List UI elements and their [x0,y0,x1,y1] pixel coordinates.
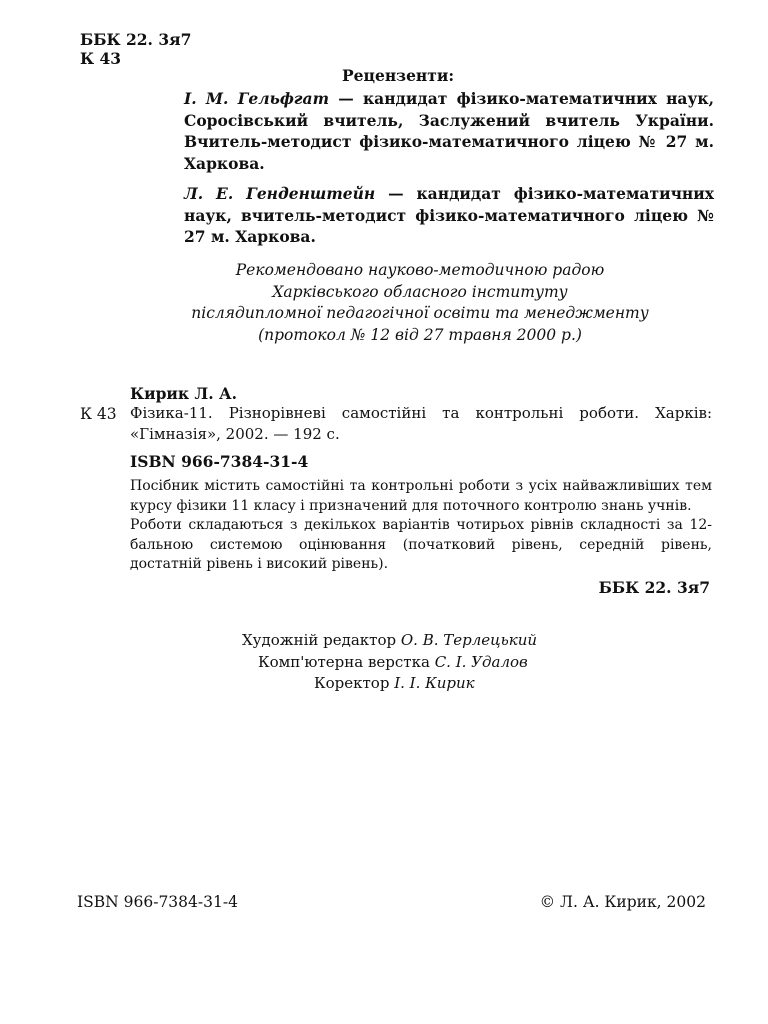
recommendation-line-4: (протокол № 12 від 27 травня 2000 р.) [258,325,582,344]
credit-proofreader [314,673,475,695]
bibliography-isbn: ISBN 966-7384-31-4 [130,452,309,471]
bibliography-code: К 43 [80,405,117,423]
bbk-classification: ББК 22. 3я7 [80,30,192,49]
credit-art-editor [242,630,537,652]
reviewer-2 [184,183,714,248]
reviewer-1 [184,88,714,174]
credit-name: О. В. Терлецький [400,631,538,649]
bibliography-author: Кирик Л. А. [130,384,238,403]
footer-isbn: ISBN 966-7384-31-4 [77,893,238,911]
recommendation-block [130,260,710,346]
credit-role: Коректор [314,674,395,692]
reviewer-2-name: Л. Е. Генденштейн [184,184,376,203]
reviewer-2-text: — кандидат фізико-математичних наук, вчитель-методист фізико-математичного ліцею № 27 м. Харкова. [184,184,715,246]
annotation-bbk: ББК 22. 3я7 [598,578,710,597]
reviewers-heading: Рецензенти: [342,66,455,85]
recommendation-line-3: післядипломної педагогічної освіти та менеджменту [191,304,649,322]
reviewer-1-name: І. М. Гельфгат [184,89,329,108]
bibliography-description: Фізика-11. Різнорівневі самостійні та контрольні роботи. Харків: «Гімназія», 2002. — 192 с. [130,404,712,443]
credit-layout [258,652,528,674]
author-mark: К 43 [80,49,122,68]
credit-role: Художній редактор [242,631,401,649]
footer-copyright: © Л. А. Кирик, 2002 [539,893,706,911]
annotation [130,477,712,575]
credit-name: С. І. Удалов [434,652,528,671]
reviewer-1-text: — кандидат фізико-математичних наук, Соросівський вчитель, Заслужений вчитель України. Вчитель-методист фізико-математичного ліцею № 27 м. Харкова. [184,89,714,173]
credit-role: Комп'ютерна верстка [258,652,435,671]
annotation-paragraph-1: Посібник містить самостійні та контрольні роботи з усіх найважливіших тем курсу фізики 11 класу і призначений для поточного контролю знань учнів. [130,478,712,514]
credit-name: І. І. Кирик [394,674,475,692]
recommendation-line-1: Рекомендовано науково-методичною радою [235,261,605,279]
recommendation-line-2: Харківського обласного інституту [272,282,568,301]
annotation-paragraph-2: Роботи складаються з декількох варіантів чотирьох рівнів складності за 12-бальною системою оцінювання (початковий рівень, середній рівень, достатній рівень і високий рівень). [130,517,712,572]
